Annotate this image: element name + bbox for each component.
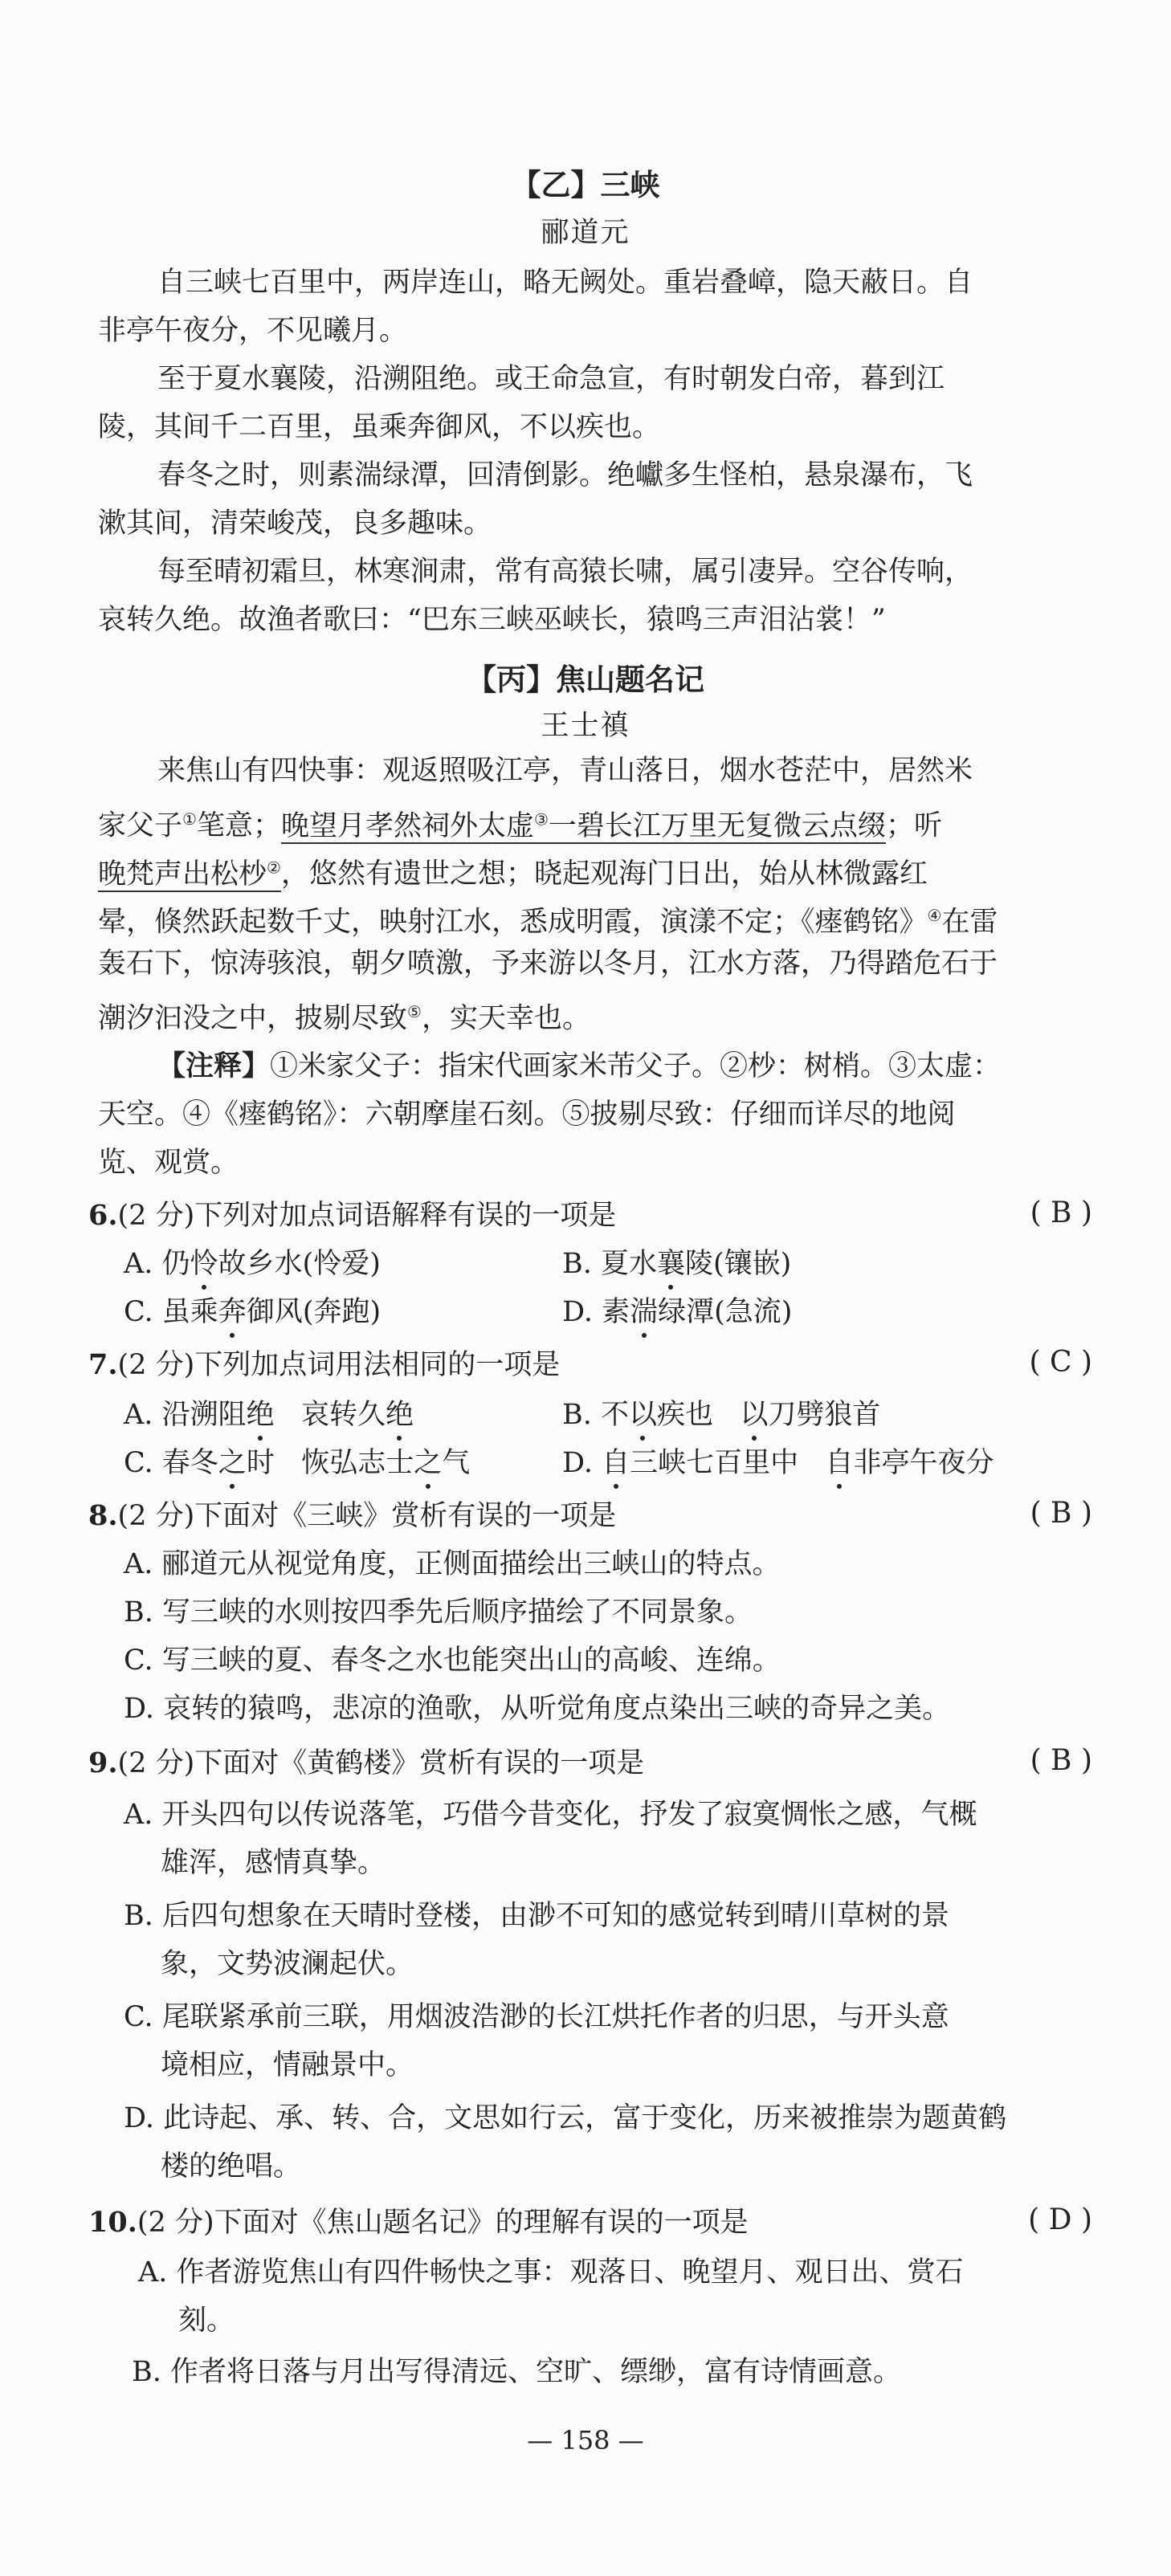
question-8-answer: ( B ) bbox=[1030, 1497, 1092, 1530]
question-8-option-a: A. 郦道元从视觉角度，正侧面描绘出三峡山的特点。 bbox=[124, 1548, 781, 1580]
passage-yi-line: 每至晴初霜旦，林寒涧肃，常有高猿长啸，属引凄异。空谷传响， bbox=[157, 556, 973, 588]
passage-yi-line: 陵，其间千二百里，虽乘奔御风，不以疾也。 bbox=[98, 411, 661, 443]
passage-yi-line: 哀转久绝。故渔者歌曰：“巴东三峡巫峡长，猿鸣三声泪沾裳！” bbox=[98, 604, 886, 636]
question-7-answer: ( C ) bbox=[1029, 1346, 1092, 1379]
question-8-option-d: D. 哀转的猿鸣，悲凉的渔歌，从听觉角度点染出三峡的奇异之美。 bbox=[124, 1693, 951, 1725]
annotation-line: 【注释】①米家父子：指宋代画家米芾父子。②杪：树梢。③太虚： bbox=[157, 1050, 1002, 1082]
passage-yi-line: 自三峡七百里中，两岸连山，略无阙处。重岩叠嶂，隐天蔽日。自 bbox=[157, 267, 973, 299]
passage-bing-line: 晚梵声出松杪②，悠然有遗世之想；晓起观海门日出，始从林微露红 bbox=[98, 858, 928, 891]
passage-bing-line: 来焦山有四快事：观返照吸江亭，青山落日，烟水苍茫中，居然米 bbox=[157, 755, 973, 787]
question-9-option-a: A. 开头四句以传说落笔，巧借今昔变化，抒发了寂寞惆怅之感，气概 bbox=[124, 1799, 977, 1831]
passage-yi-line: 至于夏水襄陵，沿溯阻绝。或王命急宣，有时朝发白帝，暮到江 bbox=[157, 363, 945, 395]
passage-bing-line: 晕，倏然跃起数千丈，映射江水，悉成明霞，演漾不定；《瘗鹤铭》④在雷 bbox=[98, 906, 998, 939]
question-8-option-b: B. 写三峡的水则按四季先后顺序描绘了不同景象。 bbox=[124, 1596, 753, 1628]
question-9-option-b-cont: 象，文势波澜起伏。 bbox=[161, 1948, 414, 1980]
question-10-answer: ( D ) bbox=[1028, 2203, 1092, 2236]
passage-bing-line: 家父子①笔意；晚望月孝然祠外太虚③一碧长江万里无复微云点缀；听 bbox=[98, 809, 942, 842]
passage-bing-line: 轰石下，惊涛骇浪，朝夕喷激，予来游以冬月，江水方落，乃得踏危石于 bbox=[98, 948, 998, 980]
question-8-option-c: C. 写三峡的夏、春冬之水也能突出山的高峻、连绵。 bbox=[124, 1645, 781, 1677]
passage-yi-line: 非亭午夜分，不见曦月。 bbox=[98, 315, 408, 347]
passage-yi-author: 郦道元 bbox=[541, 217, 630, 249]
passage-bing-title: 【丙】焦山题名记 bbox=[467, 662, 704, 697]
question-7-option-b: B. 不以疾也 以刀劈狼首 bbox=[562, 1399, 881, 1431]
question-9-option-d-cont: 楼的绝唱。 bbox=[161, 2150, 302, 2183]
passage-bing-author: 王士禛 bbox=[541, 710, 630, 742]
question-6-option-d: D. 素湍绿潭(急流) bbox=[562, 1296, 793, 1328]
question-9-option-d: D. 此诗起、承、转、合，文思如行云，富于变化，历来被推崇为题黄鹤 bbox=[124, 2102, 1007, 2134]
question-6-answer: ( B ) bbox=[1030, 1196, 1092, 1229]
question-10-option-a: A. 作者游览焦山有四件畅快之事：观落日、晚望月、观日出、赏石 bbox=[138, 2256, 964, 2289]
question-10-option-b: B. 作者将日落与月出写得清远、空旷、缥缈，富有诗情画意。 bbox=[132, 2356, 901, 2388]
underlined-sentence: 晚望月孝然祠外太虚③一碧长江万里无复微云点缀 bbox=[280, 809, 886, 842]
question-7-option-c: C. 春冬之时 恢弘志士之气 bbox=[124, 1447, 471, 1479]
question-9: 9.(2 分)下面对《黄鹤楼》赏析有误的一项是 bbox=[88, 1747, 645, 1779]
question-9-answer: ( B ) bbox=[1030, 1744, 1092, 1777]
page-number: — 158 — bbox=[527, 2425, 644, 2456]
question-6-option-c: C. 虽乘奔御风(奔跑) bbox=[124, 1296, 381, 1328]
annotation-label: 【注释】 bbox=[157, 1050, 271, 1082]
annotation-line: 天空。④《瘗鹤铭》：六朝摩崖石刻。⑤披剔尽致：仔细而详尽的地阅 bbox=[98, 1098, 956, 1131]
annotation-line: 览、观赏。 bbox=[98, 1147, 239, 1179]
passage-yi-line: 漱其间，清荣峻茂，良多趣味。 bbox=[98, 507, 492, 540]
question-9-option-c: C. 尾联紧承前三联，用烟波浩渺的长江烘托作者的归思，与开头意 bbox=[124, 2001, 949, 2033]
question-7-option-d: D. 自三峡七百里中 自非亭午夜分 bbox=[562, 1447, 994, 1479]
question-7-option-a: A. 沿溯阻绝 哀转久绝 bbox=[124, 1399, 414, 1431]
question-6: 6.(2 分)下列对加点词语解释有误的一项是 bbox=[88, 1199, 617, 1232]
question-8: 8.(2 分)下面对《三峡》赏析有误的一项是 bbox=[88, 1499, 617, 1532]
question-7: 7.(2 分)下列加点词用法相同的一项是 bbox=[88, 1348, 561, 1381]
question-6-option-b: B. 夏水襄陵(镶嵌) bbox=[562, 1248, 792, 1280]
passage-bing-line: 潮汐汩没之中，披剔尽致⑤，实天幸也。 bbox=[98, 1002, 590, 1035]
passage-yi-line: 春冬之时，则素湍绿潭，回清倒影。绝巘多生怪柏，悬泉瀑布，飞 bbox=[157, 459, 973, 491]
question-9-option-c-cont: 境相应，情融景中。 bbox=[161, 2049, 414, 2081]
question-9-option-b: B. 后四句想象在天晴时登楼，由渺不可知的感觉转到晴川草树的景 bbox=[124, 1900, 949, 1932]
question-6-option-a: A. 仍怜故乡水(怜爱) bbox=[124, 1248, 381, 1280]
passage-yi-title: 【乙】三峡 bbox=[511, 168, 660, 202]
question-9-option-a-cont: 雄浑，感情真挚。 bbox=[161, 1847, 386, 1879]
underlined-sentence: 晚梵声出松杪② bbox=[98, 858, 281, 891]
question-10-option-a-cont: 刻。 bbox=[178, 2305, 235, 2337]
question-10: 10.(2 分)下面对《焦山题名记》的理解有误的一项是 bbox=[88, 2206, 749, 2239]
